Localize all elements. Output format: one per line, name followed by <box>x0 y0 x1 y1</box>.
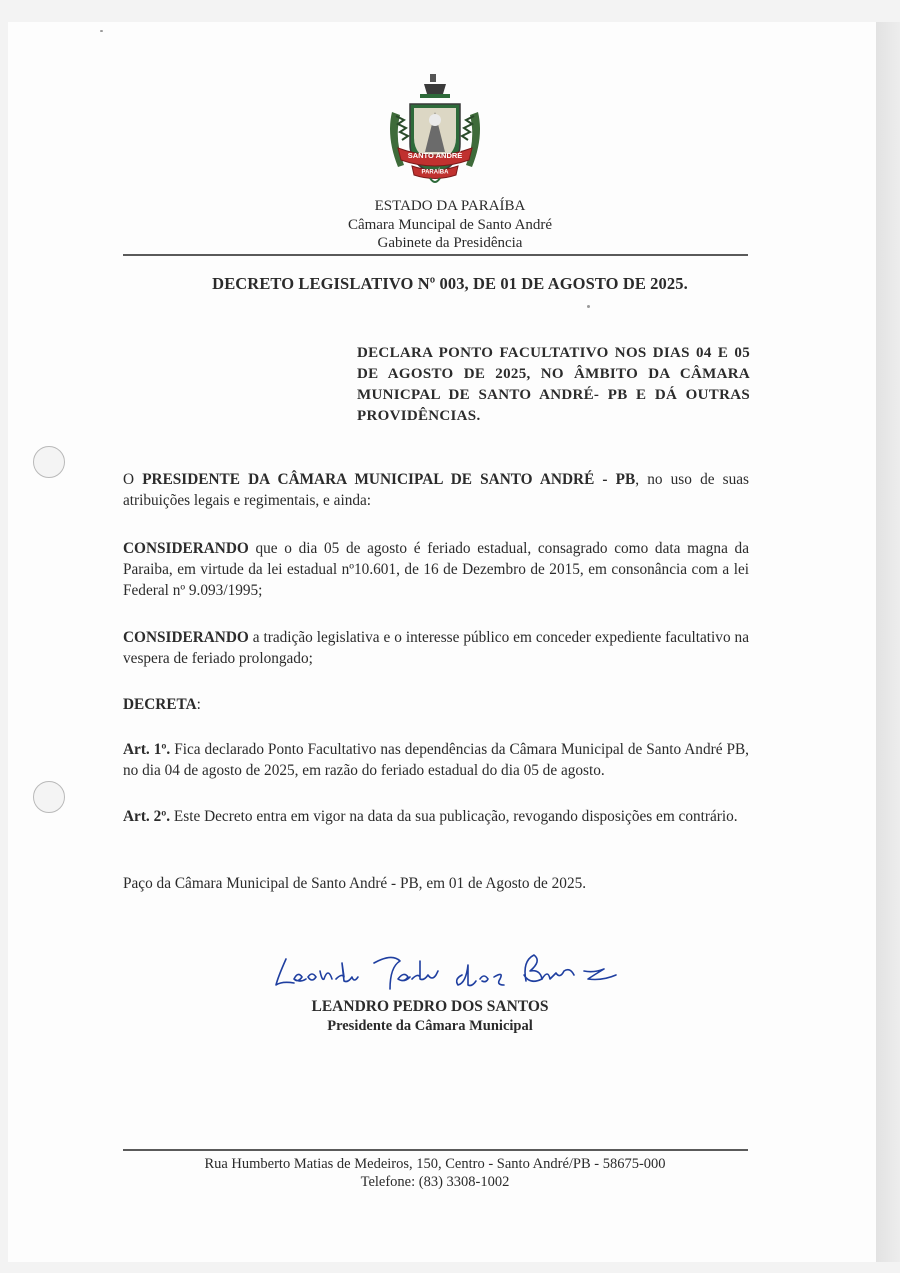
footer-phone: Telefone: (83) 3308-1002 <box>360 1174 510 1190</box>
article-1-text: Fica declarado Ponto Facultativo nas dependências da Câmara Municipal de Santo André PB, no dia 04 de agosto de 2025, em razão do feriado estadual do dia 05 de agosto. <box>123 741 749 779</box>
closing-line: Paço da Câmara Municipal de Santo André - PB, em 01 de Agosto de 2025. <box>123 875 587 892</box>
preamble-text: , no uso de suas atribuições legais e regimentais, e ainda: <box>123 471 750 509</box>
crest-label-top: SANTO ANDRÉ <box>407 151 463 160</box>
considerando-paragraph-2 <box>123 627 749 669</box>
considerando-text: a tradição legislativa e o interesse público em conceder expediente facultativo na vespera de feriado prolongado; <box>123 629 749 667</box>
header-state: ESTADO DA PARAÍBA <box>374 198 526 214</box>
municipal-crest-icon <box>380 72 490 197</box>
considerando-label: CONSIDERANDO <box>123 629 249 646</box>
punch-hole-bottom <box>33 781 65 813</box>
scan-speck <box>100 30 103 32</box>
article-2-text: Este Decreto entra em vigor na data da sua publicação, revogando disposições em contrário. <box>170 808 738 825</box>
article-2-label: Art. 2º. <box>123 808 171 825</box>
punch-hole-top <box>33 446 65 478</box>
footer-divider <box>123 1149 748 1151</box>
preamble-bold: PRESIDENTE DA CÂMARA MUNICIPAL DE SANTO ANDRÉ - PB <box>142 471 636 488</box>
considerando-label: CONSIDERANDO <box>123 540 249 557</box>
decree-title: DECRETO LEGISLATIVO Nº 003, DE 01 DE AGOSTO DE 2025. <box>212 274 688 293</box>
preamble-prefix: O <box>123 471 143 488</box>
scan-speck <box>587 305 590 308</box>
preamble-paragraph <box>123 469 749 511</box>
signer-name: LEANDRO PEDRO DOS SANTOS <box>311 998 549 1015</box>
article-1-label: Art. 1º. <box>123 741 171 758</box>
decreta-label: DECRETA <box>123 696 197 713</box>
decreta-heading <box>123 694 749 715</box>
header-office: Gabinete da Presidência <box>377 235 523 251</box>
footer-address: Rua Humberto Matias de Medeiros, 150, Centro - Santo André/PB - 58675-000 <box>204 1156 666 1172</box>
header-chamber: Câmara Muncipal de Santo André <box>347 217 553 233</box>
decreta-colon: : <box>196 696 201 713</box>
header-divider <box>123 254 748 256</box>
crest-label-bottom: PARAÍBA <box>421 169 449 176</box>
article-1 <box>123 739 749 781</box>
considerando-text: que o dia 05 de agosto é feriado estadual, consagrado como data magna da Paraiba, em virtude da lei estadual nº10.601, de 16 de Dezembro de 2015, em consonância com a lei Federal nº 9.093/1995; <box>123 540 749 599</box>
decree-ementa: DECLARA PONTO FACULTATIVO NOS DIAS 04 E 05 DE AGOSTO DE 2025, NO ÂMBITO DA CÂMARA MUNICPAL DE SANTO ANDRÉ- PB E DÁ OUTRAS PROVIDÊNCIAS. <box>357 345 750 424</box>
handwritten-signature <box>262 945 662 1005</box>
considerando-paragraph-1 <box>123 538 749 601</box>
signer-role: Presidente da Câmara Municipal <box>327 1018 533 1034</box>
article-2 <box>123 806 749 827</box>
